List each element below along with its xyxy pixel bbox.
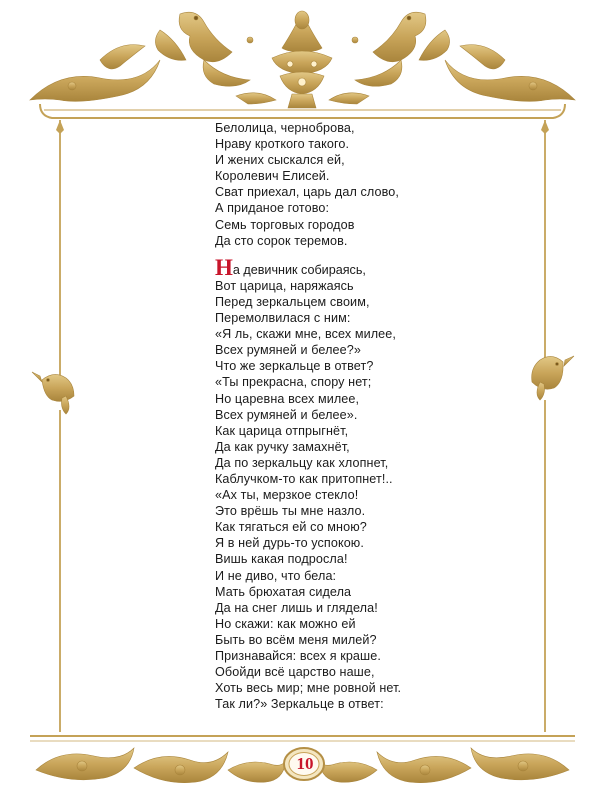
poem-line: Что же зеркальце в ответ? [215,359,374,374]
poem-line: Перемолвилася с ним: [215,311,351,326]
poem-line: Всех румяней и белее». [215,407,358,422]
poem-line-dropcap [215,254,455,280]
poem-line: Хоть весь мир; мне ровной нет. [215,681,402,696]
poem-line: Но скажи: как можно ей [215,616,356,631]
poem-line: А приданое готово: [215,201,330,216]
poem-line: Вот царица, наряжаясь [215,278,354,293]
poem-line: Это врёшь ты мне назло. [215,504,366,519]
poem-line: Белолица, черноброва, [215,121,355,135]
left-post-bird [32,372,74,414]
crown-ornament [272,11,332,108]
stanza-2 [215,254,455,713]
poem-line: Каблучком-то как притопнет!.. [215,471,393,486]
poem-line: Признавайся: всех я краше. [215,649,381,663]
poem-line: Всех румяней и белее?» [215,343,361,358]
right-bird-ornament [355,12,450,86]
poem-line: И жених сыскался ей, [215,153,345,168]
poem-line: Так ли?» Зеркальце в ответ: [215,697,384,712]
poem-line: Сват приехал, царь дал слово, [215,185,399,200]
poem-line: Нраву кроткого такого. [215,137,350,152]
poem-line: Королевич Елисей. [215,169,330,184]
poem-line: Обойди всё царство наше, [215,665,375,680]
poem-line: Вишь какая подросла! [215,552,348,567]
right-post-bird [532,356,574,400]
poem-line: Быть во всём меня милей? [215,632,377,647]
poem-line: Да сто сорок теремов. [215,233,348,248]
poem-line: «Ты прекрасна, спору нет; [215,375,372,390]
top-ornament [30,11,575,108]
poem-line: Да как ручку замахнёт, [215,439,350,454]
poem-text [215,120,455,712]
poem-line: И не диво, что бела: [215,568,337,583]
poem-line: Мать брюхатая сидела [215,584,352,599]
left-bird-ornament [155,12,250,86]
poem-line: Да на снег лишь и глядела! [215,600,378,615]
page-number: 10 [296,754,314,773]
drop-cap-letter: Н [215,254,233,280]
poem-line: «Ах ты, мерзкое стекло! [215,488,359,503]
poem-line-rest: а девичник собираясь, [232,262,366,277]
poem-line: Как тягаться ей со мною? [215,520,367,535]
poem-line: Семь торговых городов [215,217,355,232]
poem-line: Как царица отпрыгнёт, [215,423,349,438]
poem-line: Но царевна всех милее, [215,391,360,406]
poem-line: Перед зеркальцем своим, [215,294,370,309]
poem-line: Я в ней дурь-то успокою. [215,536,364,551]
poem-line: «Я ль, скажи мне, всех милее, [215,327,396,342]
stanza-1 [215,120,455,249]
poem-line: Да по зеркальцу как хлопнет, [215,455,389,470]
